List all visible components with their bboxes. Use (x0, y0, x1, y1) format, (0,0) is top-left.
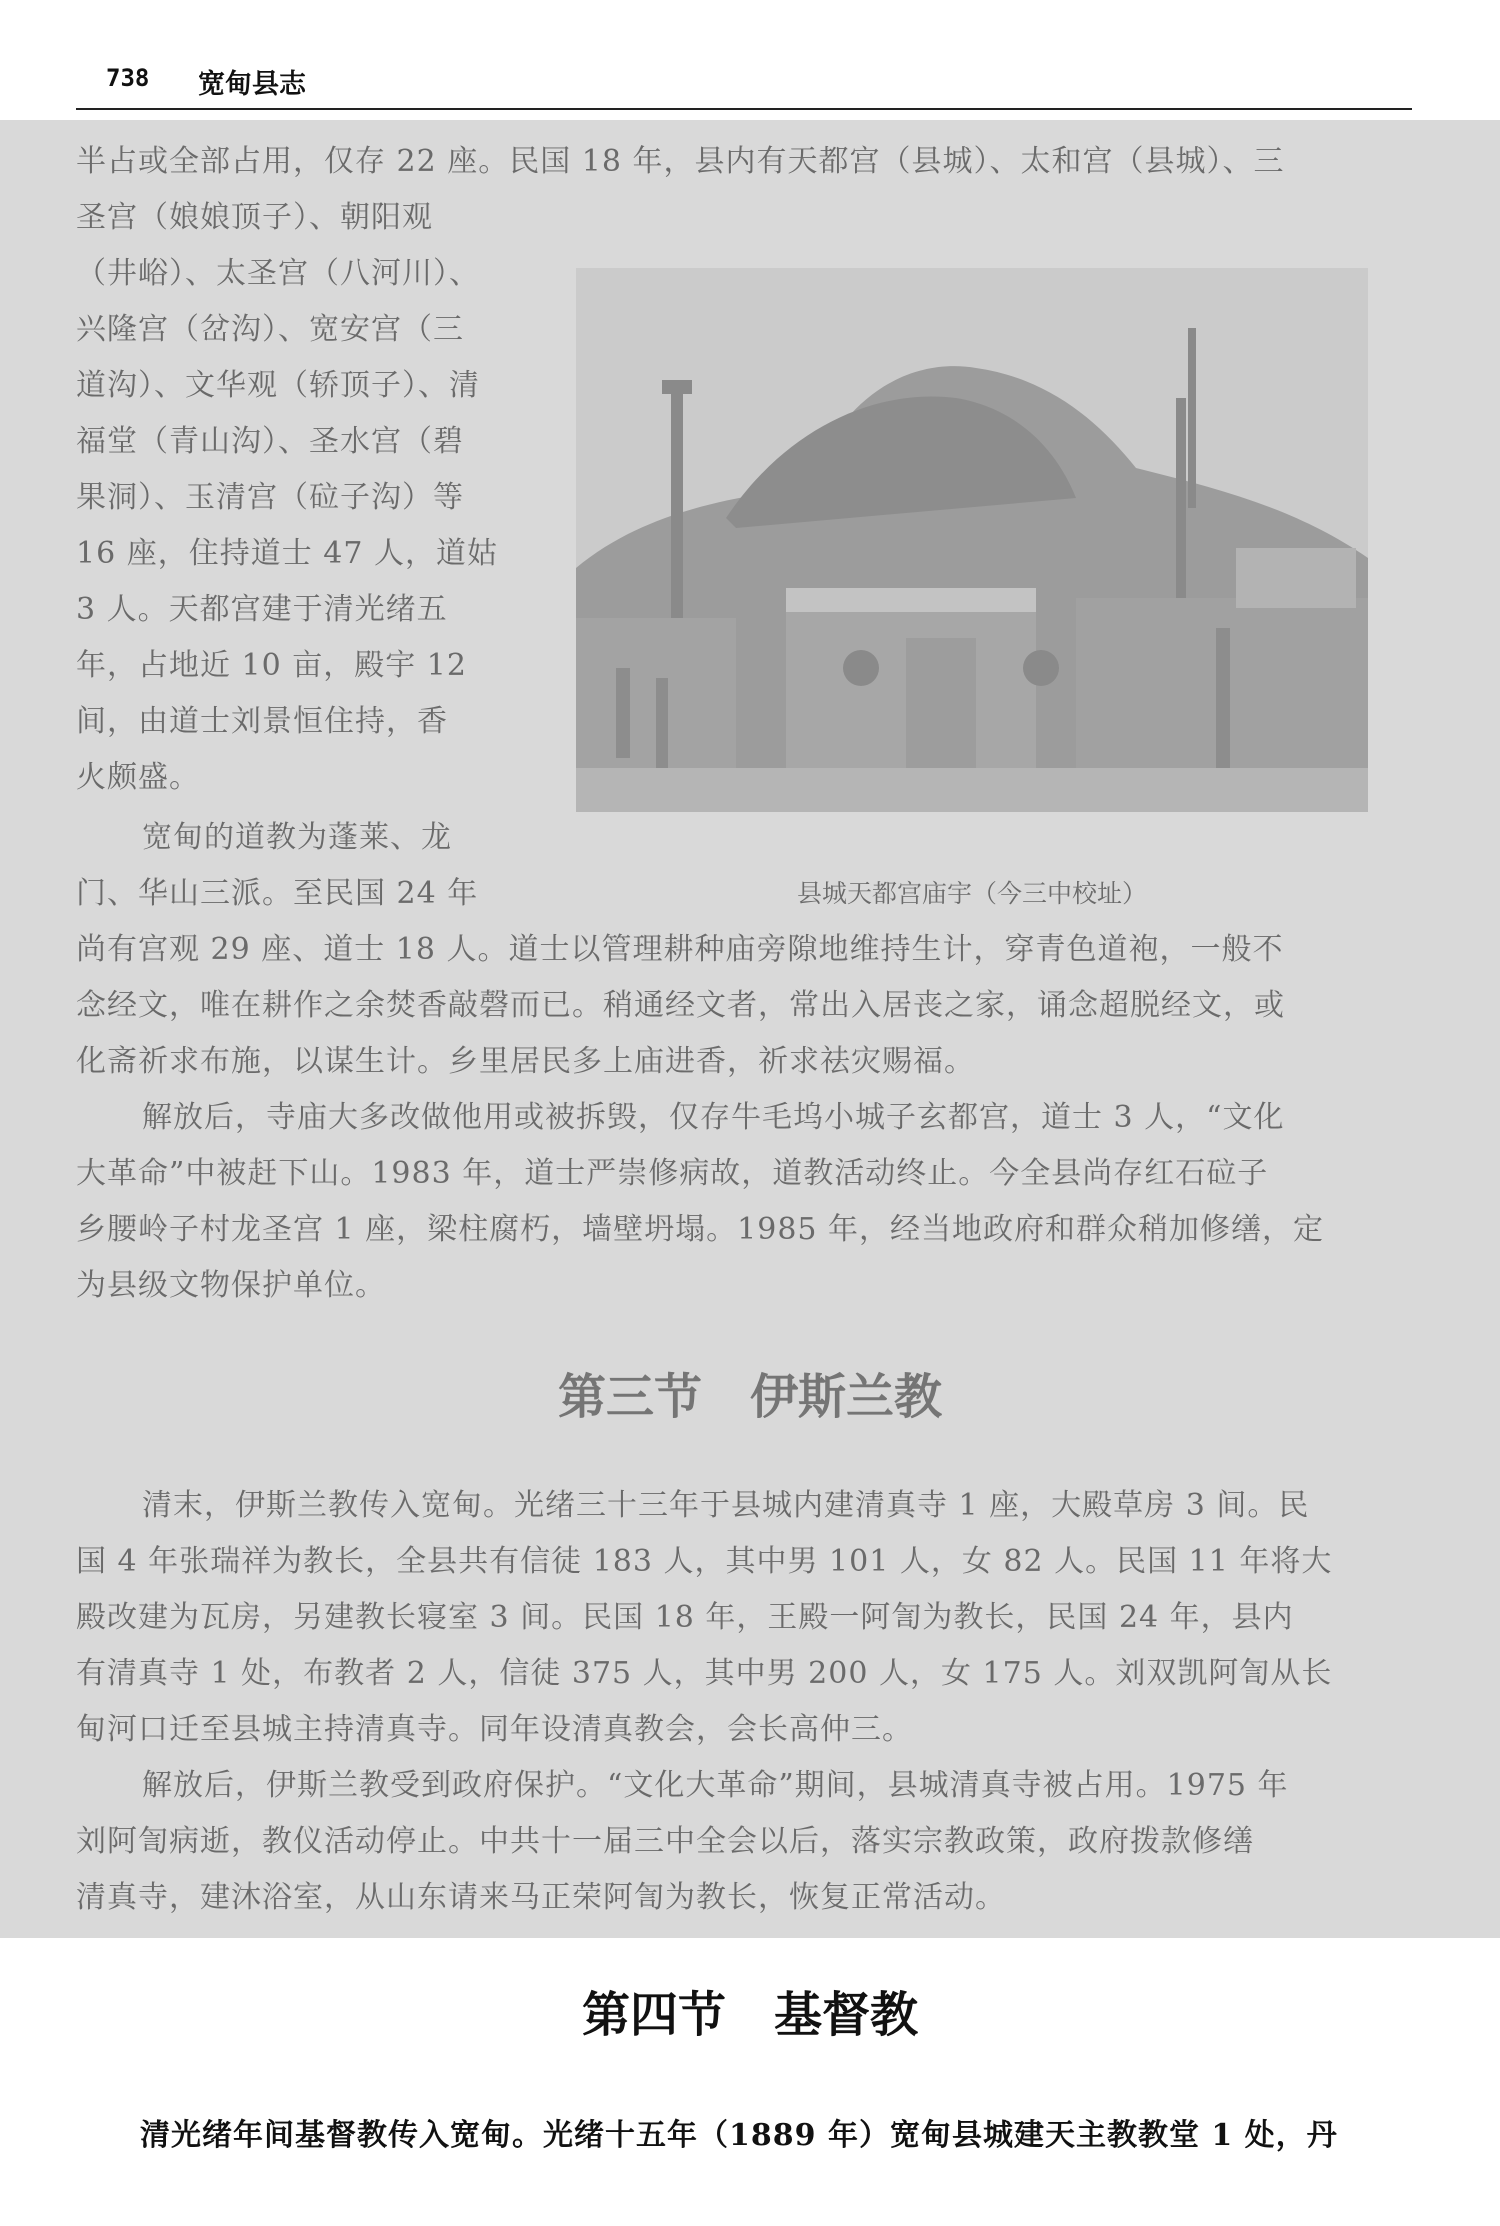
text-line: 火颇盛。 (76, 760, 200, 795)
text-line: 16 座，住持道士 47 人，道姑 (76, 536, 498, 571)
text-line: 年，占地近 10 亩，殿宇 12 (76, 648, 467, 683)
photo-caption: 县城天都宫庙宇（今三中校址） (796, 879, 1147, 908)
text-line: 圣宫（娘娘顶子）、朝阳观 (76, 200, 433, 235)
text-line: 道沟）、文华观（轿顶子）、清 (76, 368, 480, 403)
text-line: 清末，伊斯兰教传入宽甸。光绪三十三年于县城内建清真寺 1 座，大殿草房 3 间。民 (142, 1488, 1310, 1523)
text-line: 国 4 年张瑞祥为教长，全县共有信徒 183 人，其中男 101 人，女 82 人。民国 11 年将大 (76, 1544, 1333, 1579)
text-line: 尚有宫观 29 座、道士 18 人。道士以管理耕种庙旁隙地维持生计，穿青色道袍，一般不 (76, 932, 1284, 967)
page-number: 738 (106, 64, 150, 92)
text-line: 为县级文物保护单位。 (76, 1268, 386, 1303)
text-line: 兴隆宫（岔沟）、宽安宫（三 (76, 312, 464, 347)
text-line: （井峪）、太圣宫（八河川）、 (76, 256, 480, 291)
section-title-islam: 第三节 伊斯兰教 (557, 1369, 942, 1425)
text-line: 念经文，唯在耕作之余焚香敲磬而已。稍通经文者，常出入居丧之家，诵念超脱经文，或 (76, 988, 1285, 1023)
text-line: 半占或全部占用，仅存 22 座。民国 18 年，县内有天都宫（县城）、太和宫（县城）、三 (76, 144, 1285, 179)
section-title-christianity: 第四节 基督教 (581, 1987, 918, 2043)
temple-photo (576, 268, 1368, 812)
text-line: 刘阿訇病逝，教仪活动停止。中共十一届三中全会以后，落实宗教政策，政府拨款修缮 (76, 1824, 1254, 1859)
text-line: 有清真寺 1 处，布教者 2 人，信徒 375 人，其中男 200 人，女 175 人。刘双凯阿訇从长 (76, 1656, 1333, 1691)
text-line: 间，由道士刘景恒住持，香 (76, 704, 448, 739)
christianity-first-line: 清光绪年间基督教传入宽甸。光绪十五年（1889 年）宽甸县城建天主教教堂 1 处，丹 (140, 2118, 1338, 2153)
text-line: 乡腰岭子村龙圣宫 1 座，梁柱腐朽，墙壁坍塌。1985 年，经当地政府和群众稍加修缮，定 (76, 1212, 1325, 1247)
text-line: 清真寺，建沐浴室，从山东请来马正荣阿訇为教长，恢复正常活动。 (76, 1880, 1006, 1915)
text-line: 甸河口迁至县城主持清真寺。同年设清真教会，会长高仲三。 (76, 1712, 913, 1747)
text-line: 门、华山三派。至民国 24 年 (76, 876, 479, 911)
header-rule (76, 108, 1412, 110)
text-line: 殿改建为瓦房，另建教长寝室 3 间。民国 18 年，王殿一阿訇为教长，民国 24 年，县内 (76, 1600, 1294, 1635)
text-line: 化斋祈求布施，以谋生计。乡里居民多上庙进香，祈求祛灾赐福。 (76, 1044, 975, 1079)
text-line: 解放后，寺庙大多改做他用或被拆毁，仅存牛毛坞小城子玄都宫，道士 3 人，“文化 (142, 1100, 1285, 1135)
page-header (76, 58, 1412, 102)
text-line: 解放后，伊斯兰教受到政府保护。“文化大革命”期间，县城清真寺被占用。1975 年 (142, 1768, 1289, 1803)
text-line: 宽甸的道教为蓬莱、龙 (142, 820, 452, 855)
book-title: 宽甸县志 (198, 69, 306, 100)
text-line: 3 人。天都宫建于清光绪五 (76, 592, 448, 627)
text-line: 福堂（青山沟）、圣水宫（碧 (76, 424, 464, 459)
text-line: 果洞）、玉清宫（砬子沟）等 (76, 480, 464, 515)
text-line: 大革命”中被赶下山。1983 年，道士严崇修病故，道教活动终止。今全县尚存红石砬子 (76, 1156, 1269, 1191)
